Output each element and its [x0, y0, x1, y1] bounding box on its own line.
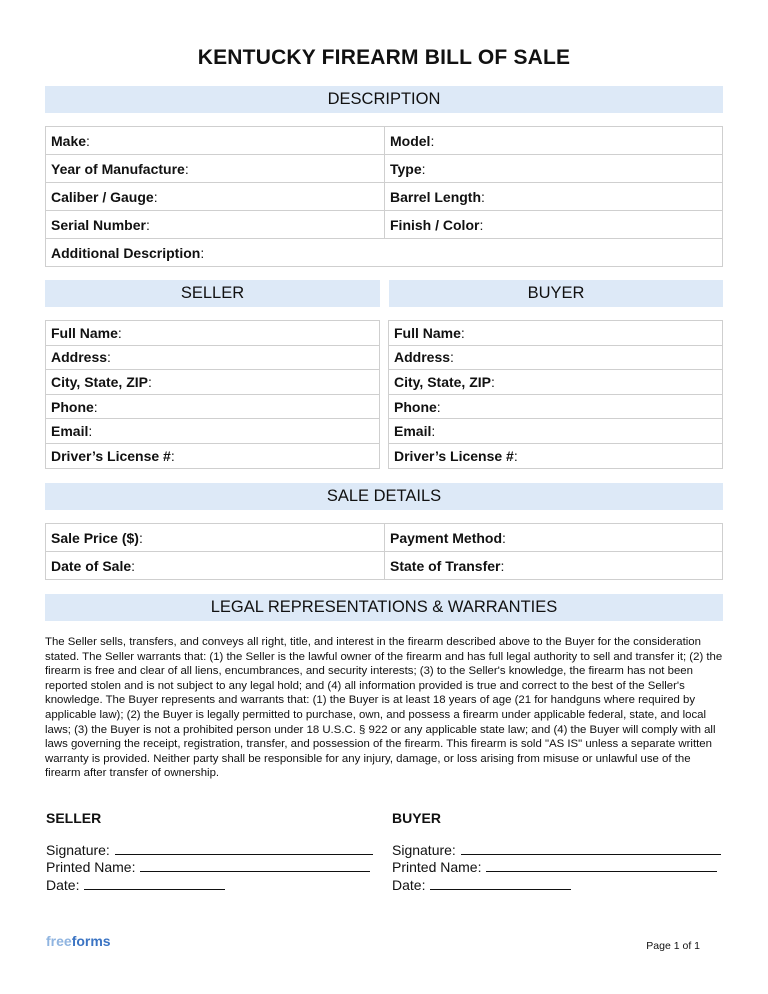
buyer-phone-field[interactable]: Phone: [389, 394, 723, 419]
year-field[interactable]: Year of Manufacture: [46, 155, 385, 183]
seller-date-line[interactable]: Date: [46, 877, 225, 893]
date-of-sale-field[interactable]: Date of Sale: [46, 552, 385, 580]
buyer-city-state-zip-field[interactable]: City, State, ZIP: [389, 370, 723, 395]
additional-description-field[interactable]: Additional Description: [46, 239, 723, 267]
payment-method-field[interactable]: Payment Method: [385, 524, 723, 552]
buyer-address-field[interactable]: Address: [389, 345, 723, 370]
document-title: KENTUCKY FIREARM BILL OF SALE [197, 46, 571, 69]
seller-table [45, 320, 380, 469]
buyer-full-name-field[interactable]: Full Name: [389, 321, 723, 346]
buyer-signature-heading: BUYER [392, 810, 442, 826]
sale-price-field[interactable]: Sale Price ($): [46, 524, 385, 552]
seller-license-field[interactable]: Driver’s License #: [46, 443, 380, 468]
buyer-header: BUYER [389, 280, 723, 307]
seller-phone-field[interactable]: Phone: [46, 394, 380, 419]
seller-address-field[interactable]: Address: [46, 345, 380, 370]
sale-details-table [45, 523, 723, 580]
freeforms-logo: freeforms [46, 933, 111, 949]
seller-signature-heading: SELLER [46, 810, 102, 826]
buyer-date-line[interactable]: Date: [392, 877, 571, 893]
make-field[interactable]: Make: [46, 127, 385, 155]
description-table [45, 126, 723, 267]
description-header: DESCRIPTION [45, 86, 723, 113]
state-of-transfer-field[interactable]: State of Transfer: [385, 552, 723, 580]
barrel-length-field[interactable]: Barrel Length: [385, 183, 723, 211]
type-field[interactable]: Type: [385, 155, 723, 183]
caliber-field[interactable]: Caliber / Gauge: [46, 183, 385, 211]
model-field[interactable]: Model: [385, 127, 723, 155]
seller-header: SELLER [45, 280, 380, 307]
sale-details-header: SALE DETAILS [45, 483, 723, 510]
page-number: Page 1 of 1 [646, 940, 700, 952]
seller-email-field[interactable]: Email: [46, 419, 380, 444]
serial-number-field[interactable]: Serial Number: [46, 211, 385, 239]
buyer-license-field[interactable]: Driver’s License #: [389, 443, 723, 468]
seller-printed-name-line[interactable]: Printed Name: [46, 859, 370, 875]
seller-full-name-field[interactable]: Full Name: [46, 321, 380, 346]
legal-header: LEGAL REPRESENTATIONS & WARRANTIES [45, 594, 723, 621]
buyer-printed-name-line[interactable]: Printed Name: [392, 859, 717, 875]
finish-color-field[interactable]: Finish / Color: [385, 211, 723, 239]
legal-text: The Seller sells, transfers, and conveys all right, title, and interest in the firearm described above to the Buyer for the consideration stated. The Seller warrants that: (1) the Seller is the lawful owner of the firearm and has full legal authority to sell and transfer it; (2) the firearm is free and clear of all liens, encumbrances, and security interests; (3) to the Seller's knowledge, the firearm has not been reported stolen and is not subject to any legal hold; and (4) all information provided is true and correct to the best of the Seller's knowledge. The Buyer represents and warrants that: (1) the Buyer is at least 18 years of age (21 for handguns where required by applicable law); (2) the Buyer is legally permitted to purchase, own, and possess a firearm under applicable federal, state, and local laws; (3) the Buyer is not a prohibited person under 18 U.S.C. § 922 or any applicable state law; and (4) the Buyer will comply with all laws governing the receipt, registration, transfer, and possession of the firearm. This firearm is sold "AS IS" unless a separate written warranty is provided. Neither party shall be responsible for any injury, damage, or loss arising from misuse or unlawful use of the firearm after transfer of ownership. [45, 636, 723, 780]
seller-city-state-zip-field[interactable]: City, State, ZIP: [46, 370, 380, 395]
buyer-email-field[interactable]: Email: [389, 419, 723, 444]
buyer-table [388, 320, 723, 469]
seller-signature-line[interactable]: Signature: [46, 842, 373, 858]
buyer-signature-line[interactable]: Signature: [392, 842, 721, 858]
